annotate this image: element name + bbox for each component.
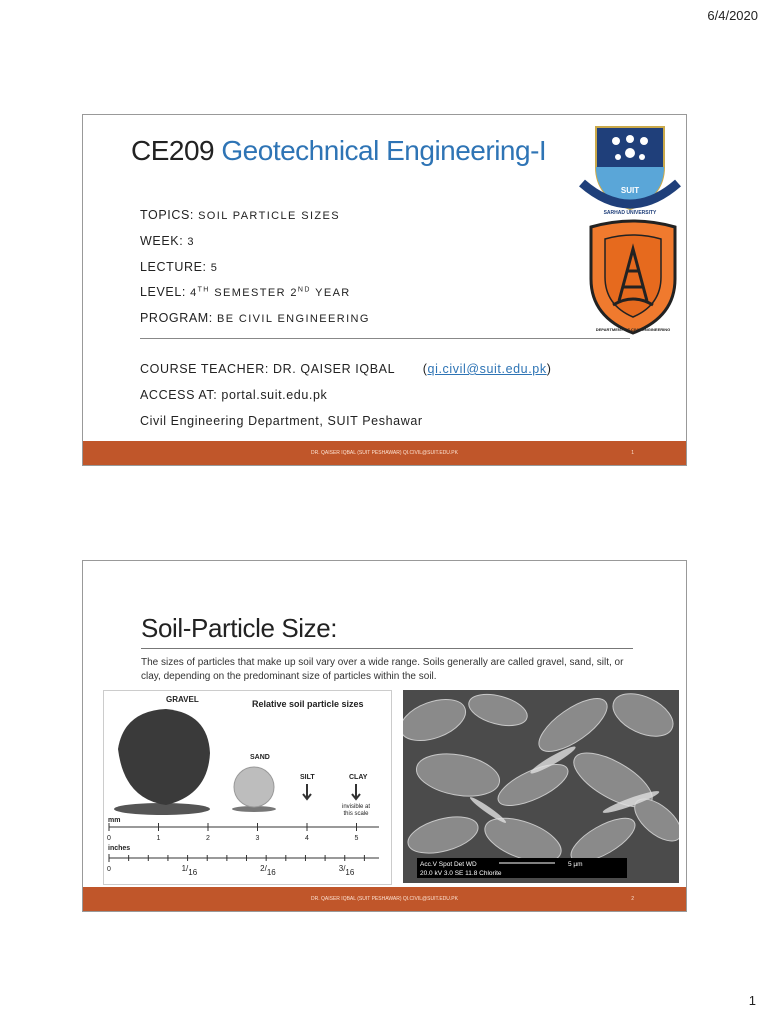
level-value <box>190 287 351 299</box>
department-line <box>140 414 423 428</box>
lecture-label: LECTURE: <box>140 260 207 274</box>
week-value: 3 <box>187 236 195 248</box>
label-sand: SAND <box>250 754 270 761</box>
sem-info-row-2: 20.0 kV 3.0 SE 11.8 Chlorite <box>420 870 502 877</box>
label-clay: CLAY <box>349 774 368 781</box>
logo-suit-text: SUIT <box>620 186 640 195</box>
lecture-line <box>140 260 218 274</box>
level-label: LEVEL: <box>140 285 186 299</box>
mm-ticks <box>107 823 359 842</box>
level-semester-number: 4 <box>190 287 198 299</box>
sand-particle <box>234 767 274 807</box>
invisible-note-2: this scale <box>343 811 369 817</box>
course-title <box>131 135 546 167</box>
week-label: WEEK: <box>140 234 184 248</box>
level-sup-1: TH <box>197 286 210 294</box>
program-label: PROGRAM: <box>140 311 213 325</box>
logo2-ring-text: DEPARTMENT OF CIVIL ENGINEERING <box>595 327 671 332</box>
slide-description: The sizes of particles that make up soil vary over a wide range. Soils generally are called gravel, sand, silt, or clay, depending on the predominant size of particles within the soil. <box>141 657 624 682</box>
access-text: ACCESS AT: portal.suit.edu.pk <box>140 388 328 402</box>
access-line <box>140 388 327 402</box>
topics-value: SOIL PARTICLE SIZES <box>198 210 340 222</box>
invisible-note: invisible at <box>341 804 371 810</box>
page-date: 6/4/2020 <box>707 8 758 23</box>
lecture-value: 5 <box>210 262 219 274</box>
course-code: CE209 <box>131 135 215 166</box>
sem-info-row-1: Acc.V Spot Det WD <box>420 861 477 868</box>
mm-tick-label: 0 <box>107 835 111 842</box>
inches-label: inches <box>108 845 131 852</box>
mm-label: mm <box>108 817 121 824</box>
sem-scale-label: 5 µm <box>568 861 583 868</box>
sarhad-university-logo <box>576 117 684 217</box>
label-silt: SILT <box>300 774 315 781</box>
divider <box>140 338 630 339</box>
title-underline <box>141 648 633 649</box>
mm-tick-label: 3 <box>255 835 260 842</box>
inch-fraction-label: 2/16 <box>260 864 276 877</box>
civil-engineering-logo <box>583 219 683 337</box>
inch-fraction-label: 1/16 <box>181 864 198 877</box>
page-number: 1 <box>748 993 756 1008</box>
mm-tick-label: 2 <box>206 835 210 842</box>
gravel-particle <box>118 709 210 805</box>
department-text: Civil Engineering Department, SUIT Peshawar <box>140 414 423 428</box>
logo-ring-text: SARHAD UNIVERSITY <box>603 210 657 216</box>
clay-arrow <box>352 784 360 799</box>
program-value: BE CIVIL ENGINEERING <box>216 313 370 325</box>
email-link[interactable]: qi.civil@suit.edu.pk <box>427 362 547 376</box>
slide-2 <box>82 560 687 912</box>
slide-number: 2 <box>631 896 634 902</box>
mm-tick-label: 4 <box>305 835 309 842</box>
course-name: Geotechnical Engineering-I <box>221 135 547 166</box>
inch-fraction-label: 3/16 <box>338 864 355 877</box>
teacher-line: COURSE TEACHER: DR. QAISER IQBAL (qi.civil@suit.edu.pk) <box>140 362 552 376</box>
gravel-shadow <box>114 803 210 815</box>
slide-footer <box>83 441 686 465</box>
label-gravel: GRAVEL <box>166 695 199 704</box>
footer-text: DR. QAISER IQBAL (SUIT PESHAWAR) QI.CIVIL@SUIT.EDU.PK <box>311 896 458 902</box>
slide-footer <box>83 887 686 911</box>
week-line <box>140 234 195 248</box>
figure-title: Relative soil particle sizes <box>252 699 364 709</box>
level-year-text: YEAR <box>315 287 351 299</box>
mm-tick-label: 5 <box>354 835 359 842</box>
program-line <box>140 311 370 325</box>
teacher-text: COURSE TEACHER: DR. QAISER IQBAL <box>140 362 395 376</box>
inch-label-zero: 0 <box>107 866 111 873</box>
topics-line <box>140 208 340 222</box>
mm-tick-label: 1 <box>156 835 161 842</box>
soil-size-figure <box>103 690 392 885</box>
silt-arrow <box>303 784 311 799</box>
level-line <box>140 285 351 299</box>
clay-micrograph <box>403 690 679 883</box>
level-semester-text: SEMESTER 2 <box>214 287 298 299</box>
level-sup-2: ND <box>297 286 311 294</box>
slide-number: 1 <box>631 450 634 456</box>
footer-text: DR. QAISER IQBAL (SUIT PESHAWAR) QI.CIVIL@SUIT.EDU.PK <box>311 450 458 456</box>
topics-label: TOPICS: <box>140 208 194 222</box>
slide-1 <box>82 114 687 466</box>
slide-title: Soil-Particle Size: <box>141 613 338 643</box>
